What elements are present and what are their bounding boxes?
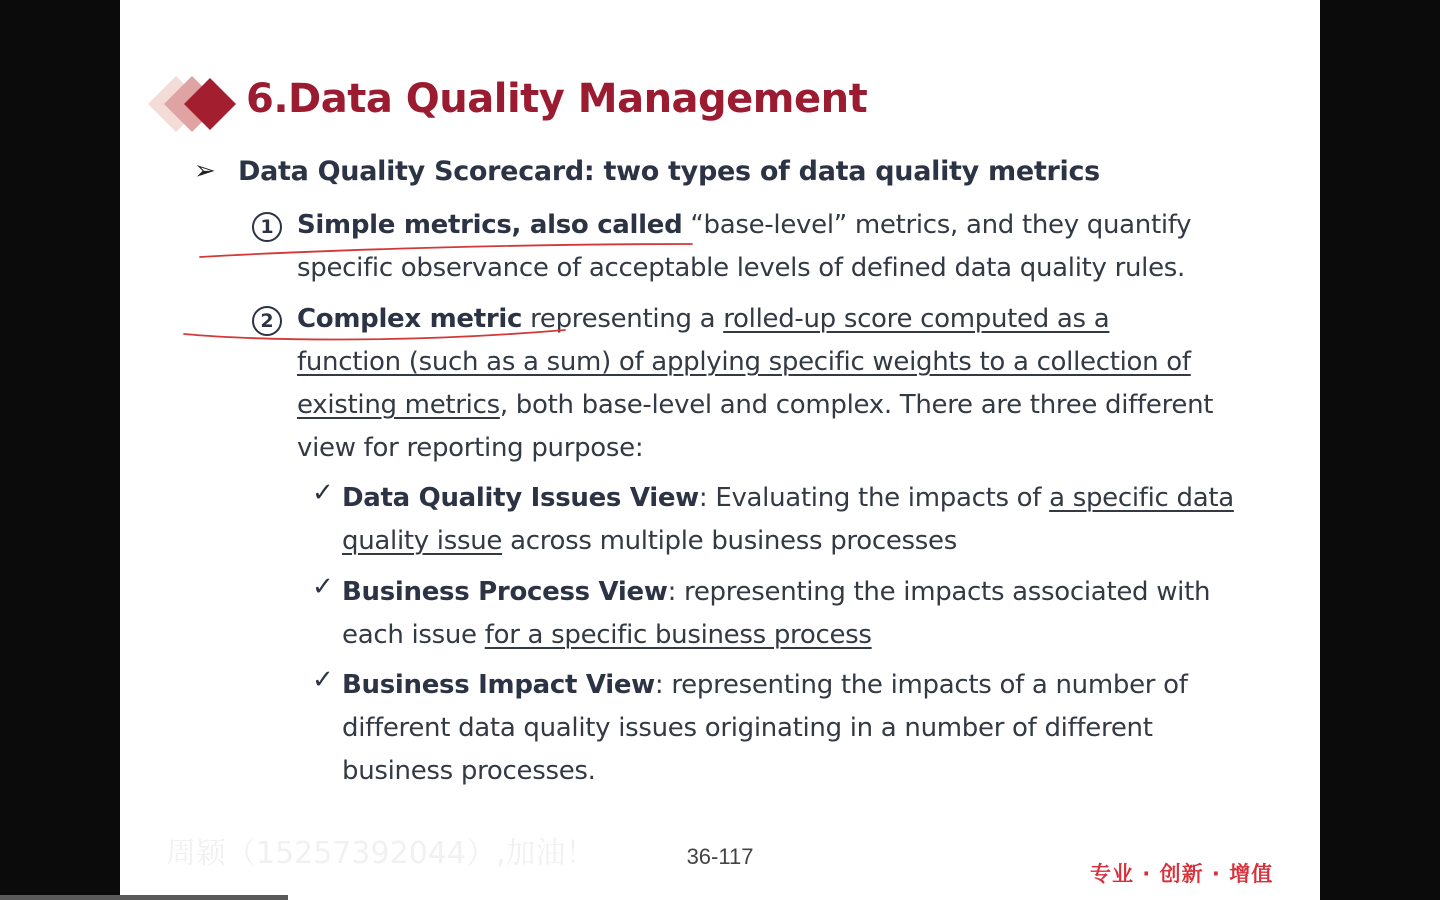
diamond-logo-icon <box>148 72 238 136</box>
slogan: 专业 · 创新 · 增值 <box>1090 862 1274 886</box>
item2-line2 <box>297 341 1287 384</box>
view-data-quality-issues <box>342 477 1302 563</box>
item1-line1 <box>297 204 1287 247</box>
view2-bold: Business Process View <box>342 577 668 607</box>
item2-text-a: representing a <box>522 304 724 334</box>
view2-text1: : representing the impacts associated with <box>667 577 1211 607</box>
item-complex-metric <box>297 298 1287 470</box>
item-simple-metrics <box>297 204 1287 290</box>
view1-text1: : Evaluating the impacts of <box>698 483 1050 513</box>
slide <box>120 0 1320 900</box>
section-heading: Data Quality Scorecard: two types of data quality metrics <box>238 156 1100 187</box>
page-number: 36-117 <box>686 844 754 869</box>
item2-underline-1: rolled-up score computed as a <box>723 304 1110 334</box>
item2-underline-3: existing metrics <box>297 390 500 420</box>
view1-line1 <box>342 477 1302 520</box>
slide-title: 6.Data Quality Management <box>246 76 868 122</box>
item1-rest: “base-level” metrics, and they quantify <box>682 210 1192 240</box>
item2-line1 <box>297 298 1287 341</box>
item2-line4: view for reporting purpose: <box>297 433 644 463</box>
view1-text2: across multiple business processes <box>502 526 957 556</box>
view3-line3: business processes. <box>342 756 596 786</box>
item2-line3 <box>297 384 1287 427</box>
watermark: 周颖（15257392044）,加油！ <box>166 836 596 871</box>
view3-line2: different data quality issues originating in a number of different <box>342 713 1153 743</box>
check-icon: ✓ <box>312 572 334 602</box>
item2-underline-2: function (such as a sum) of applying specific weights to a collection of <box>297 347 1191 377</box>
view1-bold: Data Quality Issues View <box>342 483 699 513</box>
number-badge-2: 2 <box>252 306 282 336</box>
arrow-bullet-icon: ➢ <box>194 156 216 186</box>
item2-text-b: , both base-level and complex. There are three different <box>499 390 1214 420</box>
item2-bold: Complex metric <box>297 304 523 334</box>
view2-underline: for a specific business process <box>484 620 872 650</box>
view1-line2 <box>342 520 1302 563</box>
view3-text1: : representing the impacts of a number of <box>654 670 1188 700</box>
view1-underline-2: quality issue <box>342 526 503 556</box>
view1-underline-1: a specific data <box>1049 483 1234 513</box>
view-business-process <box>342 571 1302 657</box>
item1-line2: specific observance of acceptable levels of defined data quality rules. <box>297 253 1185 283</box>
view2-text2: each issue <box>342 620 485 650</box>
item1-bold: Simple metrics, also called <box>297 210 683 240</box>
view2-line1 <box>342 571 1302 614</box>
check-icon: ✓ <box>312 665 334 695</box>
view3-line1 <box>342 664 1302 707</box>
video-progress-bar[interactable] <box>0 895 288 900</box>
view2-line2 <box>342 614 1302 657</box>
check-icon: ✓ <box>312 478 334 508</box>
view-business-impact <box>342 664 1302 793</box>
view3-bold: Business Impact View <box>342 670 655 700</box>
number-badge-1: 1 <box>252 212 282 242</box>
